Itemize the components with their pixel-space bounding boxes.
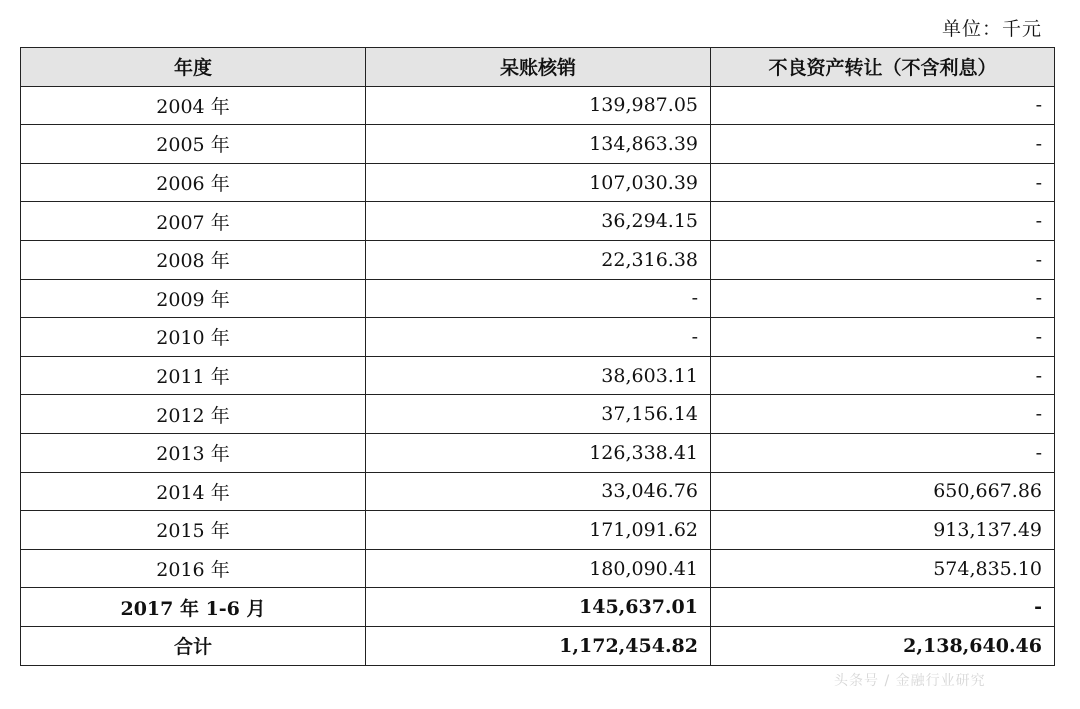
table-total-row [21,626,1055,665]
cell-year: 2004 年 [21,86,366,125]
cell-transfer: - [711,395,1055,434]
header-year: 年度 [21,48,366,87]
cell-writeoff: 180,090.41 [366,549,711,588]
header-transfer: 不良资产转让（不含利息） [711,48,1055,87]
cell-year: 2015 年 [21,511,366,550]
cell-transfer: - [711,202,1055,241]
cell-year: 2006 年 [21,163,366,202]
cell-year: 2014 年 [21,472,366,511]
table-row [21,549,1055,588]
cell-writeoff: 33,046.76 [366,472,711,511]
table-row [21,472,1055,511]
table-row [21,240,1055,279]
table-row [21,318,1055,357]
cell-transfer: - [711,125,1055,164]
cell-writeoff: 36,294.15 [366,202,711,241]
cell-transfer: - [711,86,1055,125]
cell-year: 2016 年 [21,549,366,588]
cell-transfer: - [711,240,1055,279]
unit-label: 单位：千元 [941,18,1042,40]
cell-writeoff: 171,091.62 [366,511,711,550]
cell-writeoff: 139,987.05 [366,86,711,125]
cell-year: 2005 年 [21,125,366,164]
total-transfer: 2,138,640.46 [711,626,1055,665]
watermark: 头条号 / 金融行业研究 [834,673,986,689]
table-row [21,356,1055,395]
cell-writeoff: 145,637.01 [366,588,711,627]
table-row [21,279,1055,318]
cell-writeoff: - [366,279,711,318]
table-row [21,433,1055,472]
table-row [21,202,1055,241]
writeoff-table [20,47,1055,666]
cell-writeoff: 134,863.39 [366,125,711,164]
total-writeoff: 1,172,454.82 [366,626,711,665]
table-header-row [21,48,1055,87]
cell-transfer: - [711,588,1055,627]
cell-writeoff: 37,156.14 [366,395,711,434]
cell-year: 2010 年 [21,318,366,357]
cell-transfer: - [711,318,1055,357]
cell-year: 2011 年 [21,356,366,395]
cell-year: 2012 年 [21,395,366,434]
table-row [21,511,1055,550]
cell-writeoff: 22,316.38 [366,240,711,279]
cell-transfer: 574,835.10 [711,549,1055,588]
table-row [21,163,1055,202]
table-row [21,125,1055,164]
cell-year: 2017 年 1-6 月 [21,588,366,627]
cell-writeoff: 107,030.39 [366,163,711,202]
cell-transfer: - [711,163,1055,202]
cell-year: 2008 年 [21,240,366,279]
cell-year: 2009 年 [21,279,366,318]
cell-transfer: - [711,356,1055,395]
total-label: 合计 [21,626,366,665]
cell-transfer: 913,137.49 [711,511,1055,550]
cell-writeoff: - [366,318,711,357]
table-row [21,588,1055,627]
cell-year: 2013 年 [21,433,366,472]
cell-transfer: 650,667.86 [711,472,1055,511]
table-body [21,86,1055,665]
cell-writeoff: 38,603.11 [366,356,711,395]
cell-writeoff: 126,338.41 [366,433,711,472]
table-row [21,86,1055,125]
cell-transfer: - [711,279,1055,318]
cell-year: 2007 年 [21,202,366,241]
cell-transfer: - [711,433,1055,472]
table-row [21,395,1055,434]
header-writeoff: 呆账核销 [366,48,711,87]
